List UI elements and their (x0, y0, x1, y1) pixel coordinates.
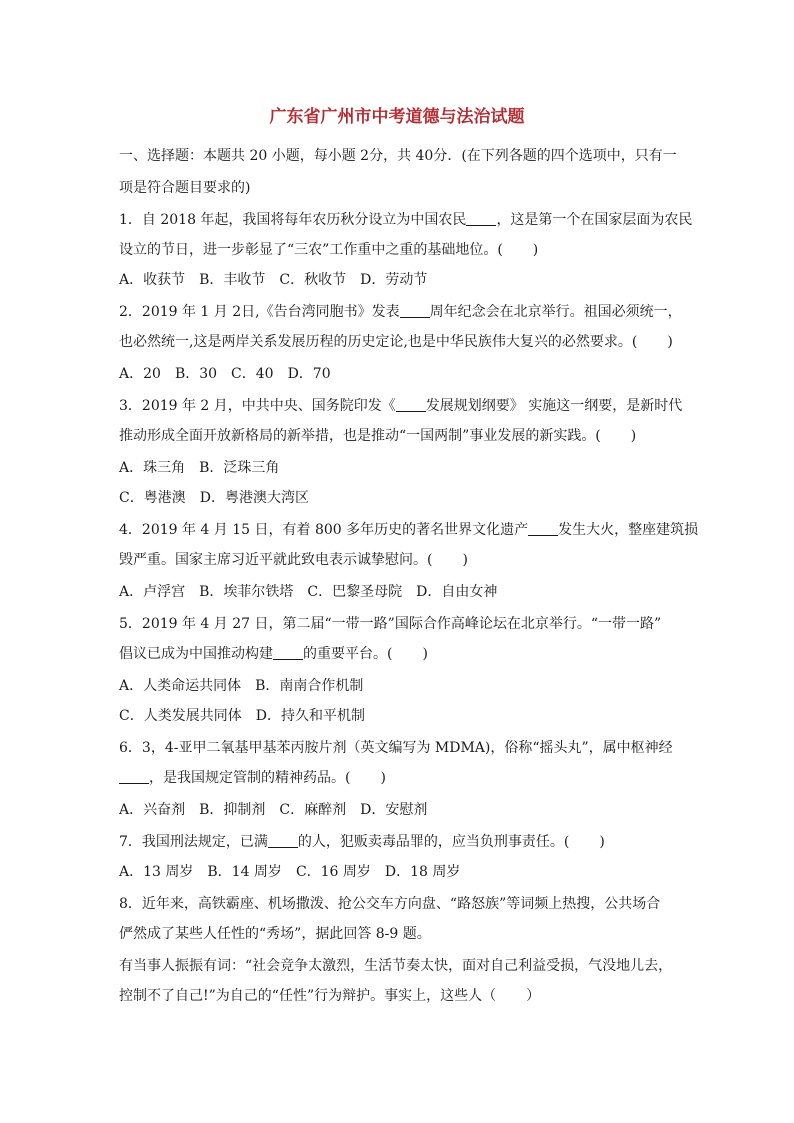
question-3-line-2 (119, 426, 679, 446)
question-text: 2．2019 年 1 月 2日,《告台湾同胞书》发表 (119, 304, 400, 320)
option-a: A．收获节 (119, 272, 186, 288)
answer-blank (400, 303, 430, 318)
answer-blank (466, 211, 496, 226)
question-text: 的人，犯贩卖毒品罪的，应当负刑事责任。( (297, 834, 570, 850)
question-text: 3．2019 年 2 月，中共中央、国务院印发《 (119, 398, 396, 414)
option-d: D．70 (287, 366, 331, 382)
option-a: A．珠三角 (119, 460, 186, 476)
question-2-options (119, 364, 679, 384)
question-8-line-1: 8．近年来，高铁霸座、机场撒泼、抢公交车方向盘、“路怒族”等词频上热搜，公共场合 (119, 896, 661, 912)
question-1-options (119, 270, 679, 290)
question-3-options-row-1 (119, 458, 679, 478)
question-1-line-2 (119, 240, 679, 260)
question-text: ) (532, 242, 539, 258)
question-8-line-3: 有当事人振振有词：“社会竞争太激烈，生活节奏太快，面对自己利益受损，气没地儿去， (119, 958, 673, 974)
question-text: ) (380, 770, 386, 786)
question-text: 1．自 2018 年起，我国将每年农历秋分设立为中国农民 (119, 212, 467, 228)
option-a: A．人类命运共同体 (119, 678, 242, 694)
question-text: 7．我国刑法规定，已满 (119, 834, 268, 850)
option-c: C．人类发展共同体 (119, 708, 242, 724)
question-text: ） (526, 988, 541, 1004)
question-4-line-1 (119, 520, 699, 540)
question-2-line-1 (119, 302, 682, 322)
question-text: 发展规划纲要》 实施这一纲要，是新时代 (425, 398, 683, 414)
question-6-options (119, 800, 679, 820)
answer-blank (268, 833, 298, 848)
question-text: ) (667, 334, 673, 350)
question-text: 毁严重。国家主席习近平就此致电表示诚挚慰问。( (119, 552, 433, 568)
question-3-options-row-2 (119, 488, 679, 508)
question-text: 发生大火，整座建筑损 (558, 522, 699, 538)
question-text: 倡议已成为中国推动构建 (119, 646, 273, 662)
option-c: C．秋收节 (279, 272, 347, 288)
question-text: ) (630, 428, 637, 444)
answer-blank (396, 397, 426, 412)
question-text: 周年纪念会在北京举行。祖国必须统一， (429, 304, 682, 320)
option-b: B．泛珠三角 (199, 460, 280, 476)
answer-blank (528, 521, 558, 536)
option-b: B．30 (174, 366, 218, 382)
option-d: D．劳动节 (360, 272, 428, 288)
option-b: B．埃菲尔铁塔 (199, 584, 294, 600)
option-d: D．18 周岁 (384, 864, 461, 880)
question-6-line-2 (119, 768, 679, 788)
option-d: D．安慰剂 (360, 802, 428, 818)
question-text: 4．2019 年 4 月 15 日，有着 800 多年历史的著名世界文化遗产 (119, 522, 529, 538)
question-text: ，这是第一个在国家层面为农民 (496, 212, 693, 228)
question-text: 的重要平台。( (303, 646, 393, 662)
option-c: C．巴黎圣母院 (307, 584, 403, 600)
option-d: D．持久和平机制 (255, 708, 365, 724)
section-instruction-line-2: 项是符合题目要求的) (119, 180, 251, 196)
question-7-options (119, 862, 679, 882)
question-text: ) (599, 834, 605, 850)
question-text: 也必然统一,这是两岸关系发展历程的历史定论,也是中华民族伟大复兴的必然要求。( (119, 334, 638, 350)
option-d: D．自由女神 (416, 584, 498, 600)
question-5-line-2 (119, 644, 679, 664)
option-b: B．丰收节 (199, 272, 266, 288)
question-8-line-2: 俨然成了某些人任性的“秀场”，据此回答 8-9 题。 (119, 926, 431, 942)
question-3-line-1 (119, 396, 683, 416)
option-c: C．16 周岁 (295, 864, 371, 880)
option-d: D．粤港澳大湾区 (199, 490, 309, 506)
section-instruction-line-1: 一、选择题：本题共 20 小题，每小题 2分，共 40分．(在下列各题的四个选项中，只有一 (119, 148, 677, 164)
question-5-options-row-1 (119, 676, 679, 696)
question-7-line-1 (119, 832, 679, 852)
question-4-line-2 (119, 550, 679, 570)
question-6-line-1: 6．3，4-亚甲二氧基甲基苯丙胺片剂（英文编写为 MDMA)，俗称“摇头丸”，属中枢神经 (119, 740, 673, 756)
answer-blank (273, 645, 303, 660)
question-2-line-2 (119, 332, 679, 352)
question-text: ) (422, 646, 428, 662)
answer-blank (119, 769, 149, 784)
question-5-line-1: 5．2019 年 4 月 27 日，第二届“一带一路”国际合作高峰论坛在北京举行。“一带一路” (119, 616, 662, 632)
option-a: A．兴奋剂 (119, 802, 186, 818)
option-c: C．麻醉剂 (279, 802, 347, 818)
page-title: 广东省广州市中考道德与法治试题 (269, 107, 525, 127)
option-b: B．抑制剂 (199, 802, 266, 818)
question-1-line-1 (119, 210, 693, 230)
option-a: A．13 周岁 (119, 864, 194, 880)
option-c: C．40 (231, 366, 274, 382)
option-b: B．南南合作机制 (255, 678, 364, 694)
option-a: A．卢浮宫 (119, 584, 186, 600)
question-text: ，是我国规定管制的精神药品。( (149, 770, 351, 786)
question-text: 控制不了自己!”为自己的“任性”行为辩护。事实上，这些人（ (119, 988, 497, 1004)
question-text: 推动形成全面开放新格局的新举措，也是推动“一国两制”事业发展的新实践。( (119, 428, 601, 444)
question-8-line-4 (119, 986, 679, 1006)
option-c: C．粤港澳 (119, 490, 186, 506)
question-text: ) (462, 552, 468, 568)
question-5-options-row-2 (119, 706, 679, 726)
option-b: B．14 周岁 (207, 864, 282, 880)
question-text: 设立的节日，进一步彰显了“三农”工作重中之重的基础地位。( (119, 242, 503, 258)
option-a: A．20 (119, 366, 161, 382)
question-4-options (119, 582, 679, 602)
